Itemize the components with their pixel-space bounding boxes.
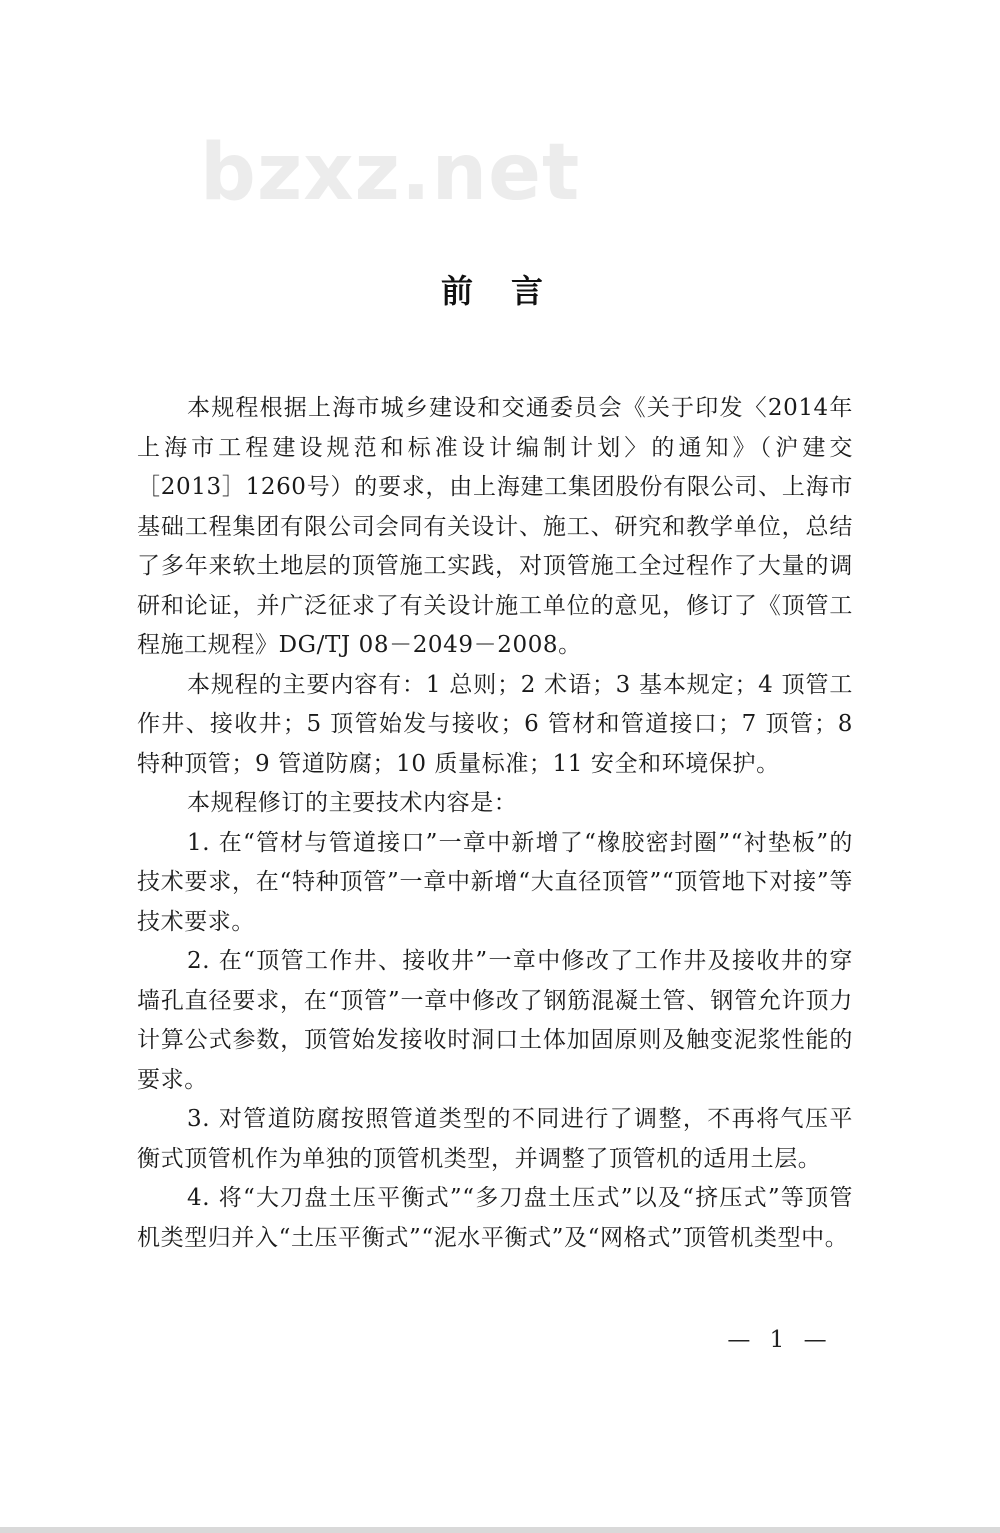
paragraph-revision-item-4: 4. 将“大刀盘土压平衡式”“多刀盘土压式”以及“挤压式”等顶管机类型归并入“土压平衡式”“泥水平衡式”及“网格式”顶管机类型中。 (137, 1185, 853, 1251)
paragraph-revision-item-3: 3. 对管道防腐按照管道类型的不同进行了调整，不再将气压平衡式顶管机作为单独的顶管机类型，并调整了顶管机的适用土层。 (137, 1106, 853, 1172)
preface-body (137, 389, 853, 1258)
paragraph-intro: 本规程根据上海市城乡建设和交通委员会《关于印发〈2014年上海市工程建设规范和标准设计编制计划〉的通知》（沪建交［2013］1260号）的要求，由上海建工集团股份有限公司、上海市基础工程集团有限公司会同有关设计、施工、研究和教学单位，总结了多年来软土地层的顶管施工实践，对顶管施工全过程作了大量的调研和论证，并广泛征求了有关设计施工单位的意见，修订了《顶管工程施工规程》DG/TJ 08－2049－2008。 (137, 395, 853, 658)
page-bottom-edge (0, 1527, 1000, 1533)
paragraph-revision-lead: 本规程修订的主要技术内容是： (187, 790, 518, 816)
paragraph-revision-item-2: 2. 在“顶管工作井、接收井”一章中修改了工作井及接收井的穿墙孔直径要求，在“顶管”一章中修改了钢筋混凝土管、钢管允许顶力计算公式参数，顶管始发接收时洞口土体加固原则及触变泥浆性能的要求。 (137, 948, 853, 1093)
page-title: 前言 (440, 272, 581, 310)
paragraph-contents: 本规程的主要内容有：1 总则；2 术语；3 基本规定；4 顶管工作井、接收井；5 顶管始发与接收；6 管材和管道接口；7 顶管；8 特种顶管；9 管道防腐；10 质量标准；11 安全和环境保护。 (137, 671, 853, 777)
paragraph-revision-item-1: 1. 在“管材与管道接口”一章中新增了“橡胶密封圈”“衬垫板”的技术要求，在“特种顶管”一章中新增“大直径顶管”“顶管地下对接”等技术要求。 (137, 829, 853, 935)
watermark-logo: bzxz.net (200, 128, 581, 218)
page-number: — 1 — (727, 1327, 833, 1353)
